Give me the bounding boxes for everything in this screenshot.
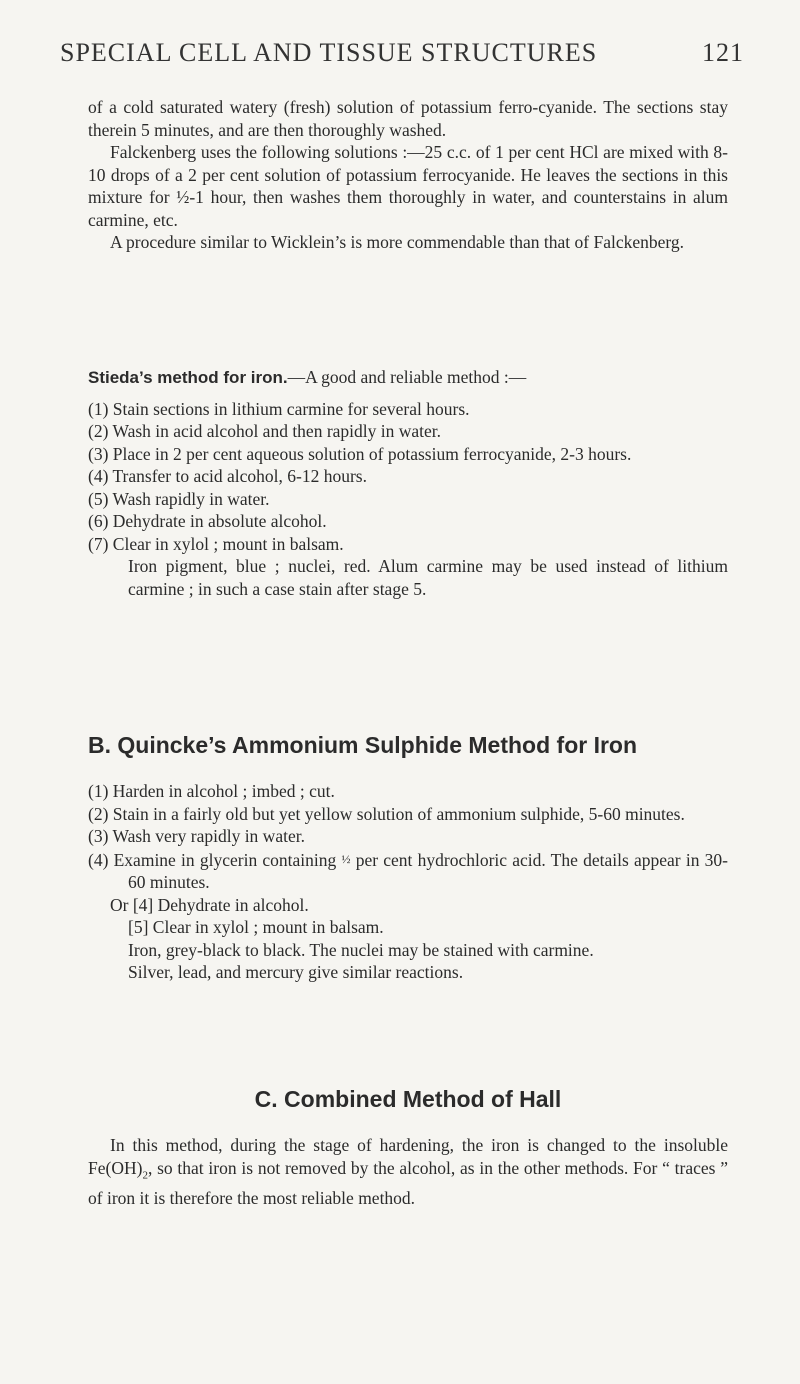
falckenberg-paragraph: Falckenberg uses the following solutions :—25 c.c. of 1 per cent HCl are mixed with 8-10 drops of a 2 per cent solution of potassium ferrocyanide. He leaves the sections in this mixture for ½-1 hour, then washes them thoroughly in water, and counterstains in alum carmine, etc. (88, 142, 728, 230)
running-head (60, 38, 744, 68)
quincke-step-4 (88, 848, 728, 894)
quincke-step: (3) Wash very rapidly in water. (88, 826, 305, 846)
hall-section (88, 1134, 728, 1209)
quincke-step: (1) Harden in alcohol ; imbed ; cut. (88, 781, 335, 801)
quincke-step-4-text-end: per cent hydrochloric acid. The details appear in 30-60 minutes. (128, 849, 728, 892)
hall-text: In this method, during the stage of hardening, the iron is changed to the insoluble Fe(OH) (88, 1135, 728, 1178)
hall-text-end: , so that iron is not removed by the alcohol, as in the other methods. For “ traces ” of iron it is therefore the most reliable method. (88, 1157, 728, 1208)
stieda-step: (2) Wash in acid alcohol and then rapidly in water. (88, 421, 442, 441)
quincke-note: Silver, lead, and mercury give similar reactions. (128, 962, 464, 982)
quincke-note: Iron, grey-black to black. The nuclei may be stained with carmine. (128, 939, 594, 960)
comparison-paragraph: A procedure similar to Wicklein’s is more commendable than that of Falckenberg. (110, 232, 685, 252)
stieda-section (88, 366, 728, 600)
running-head-title: SPECIAL CELL AND TISSUE STRUCTURES (60, 38, 598, 67)
page-number: 121 (702, 38, 744, 67)
stieda-step: (6) Dehydrate in absolute alcohol. (88, 511, 327, 531)
intro-section (88, 96, 728, 254)
intro-paragraph: of a cold saturated watery (fresh) solution of potassium ferro-cyanide. The sections stay therein 5 minutes, and are then thoroughly washed. (88, 97, 728, 140)
stieda-heading-line (88, 366, 728, 390)
fraction-half: ½ (341, 851, 351, 866)
stieda-note: Iron pigment, blue ; nuclei, red. Alum carmine may be used instead of lithium carmine ; in such a case stain after stage 5. (128, 556, 728, 599)
subscript: 2 (142, 1169, 148, 1181)
stieda-heading: Stieda’s method for iron. (88, 368, 288, 387)
quincke-section (88, 780, 728, 984)
stieda-step: (5) Wash rapidly in water. (88, 488, 270, 509)
stieda-step: (3) Place in 2 per cent aqueous solution of potassium ferrocyanide, 2-3 hours. (88, 443, 632, 464)
quincke-alt-step: [5] Clear in xylol ; mount in balsam. (128, 917, 384, 937)
quincke-step-4-text: (4) Examine in glycerin containing (88, 849, 342, 870)
quincke-step: (2) Stain in a fairly old but yet yellow solution of ammonium sulphide, 5-60 minutes. (88, 803, 685, 824)
stieda-lead: —A good and reliable method :— (287, 367, 527, 387)
quincke-alt-step: Or [4] Dehydrate in alcohol. (110, 894, 309, 915)
stieda-step: (4) Transfer to acid alcohol, 6-12 hours. (88, 466, 367, 486)
quincke-heading: B. Quincke’s Ammonium Sulphide Method for Iron (88, 732, 638, 758)
stieda-step: (1) Stain sections in lithium carmine for several hours. (88, 398, 470, 419)
hall-heading: C. Combined Method of Hall (254, 1086, 562, 1112)
stieda-step: (7) Clear in xylol ; mount in balsam. (88, 533, 344, 554)
hall-paragraph (88, 1134, 728, 1209)
